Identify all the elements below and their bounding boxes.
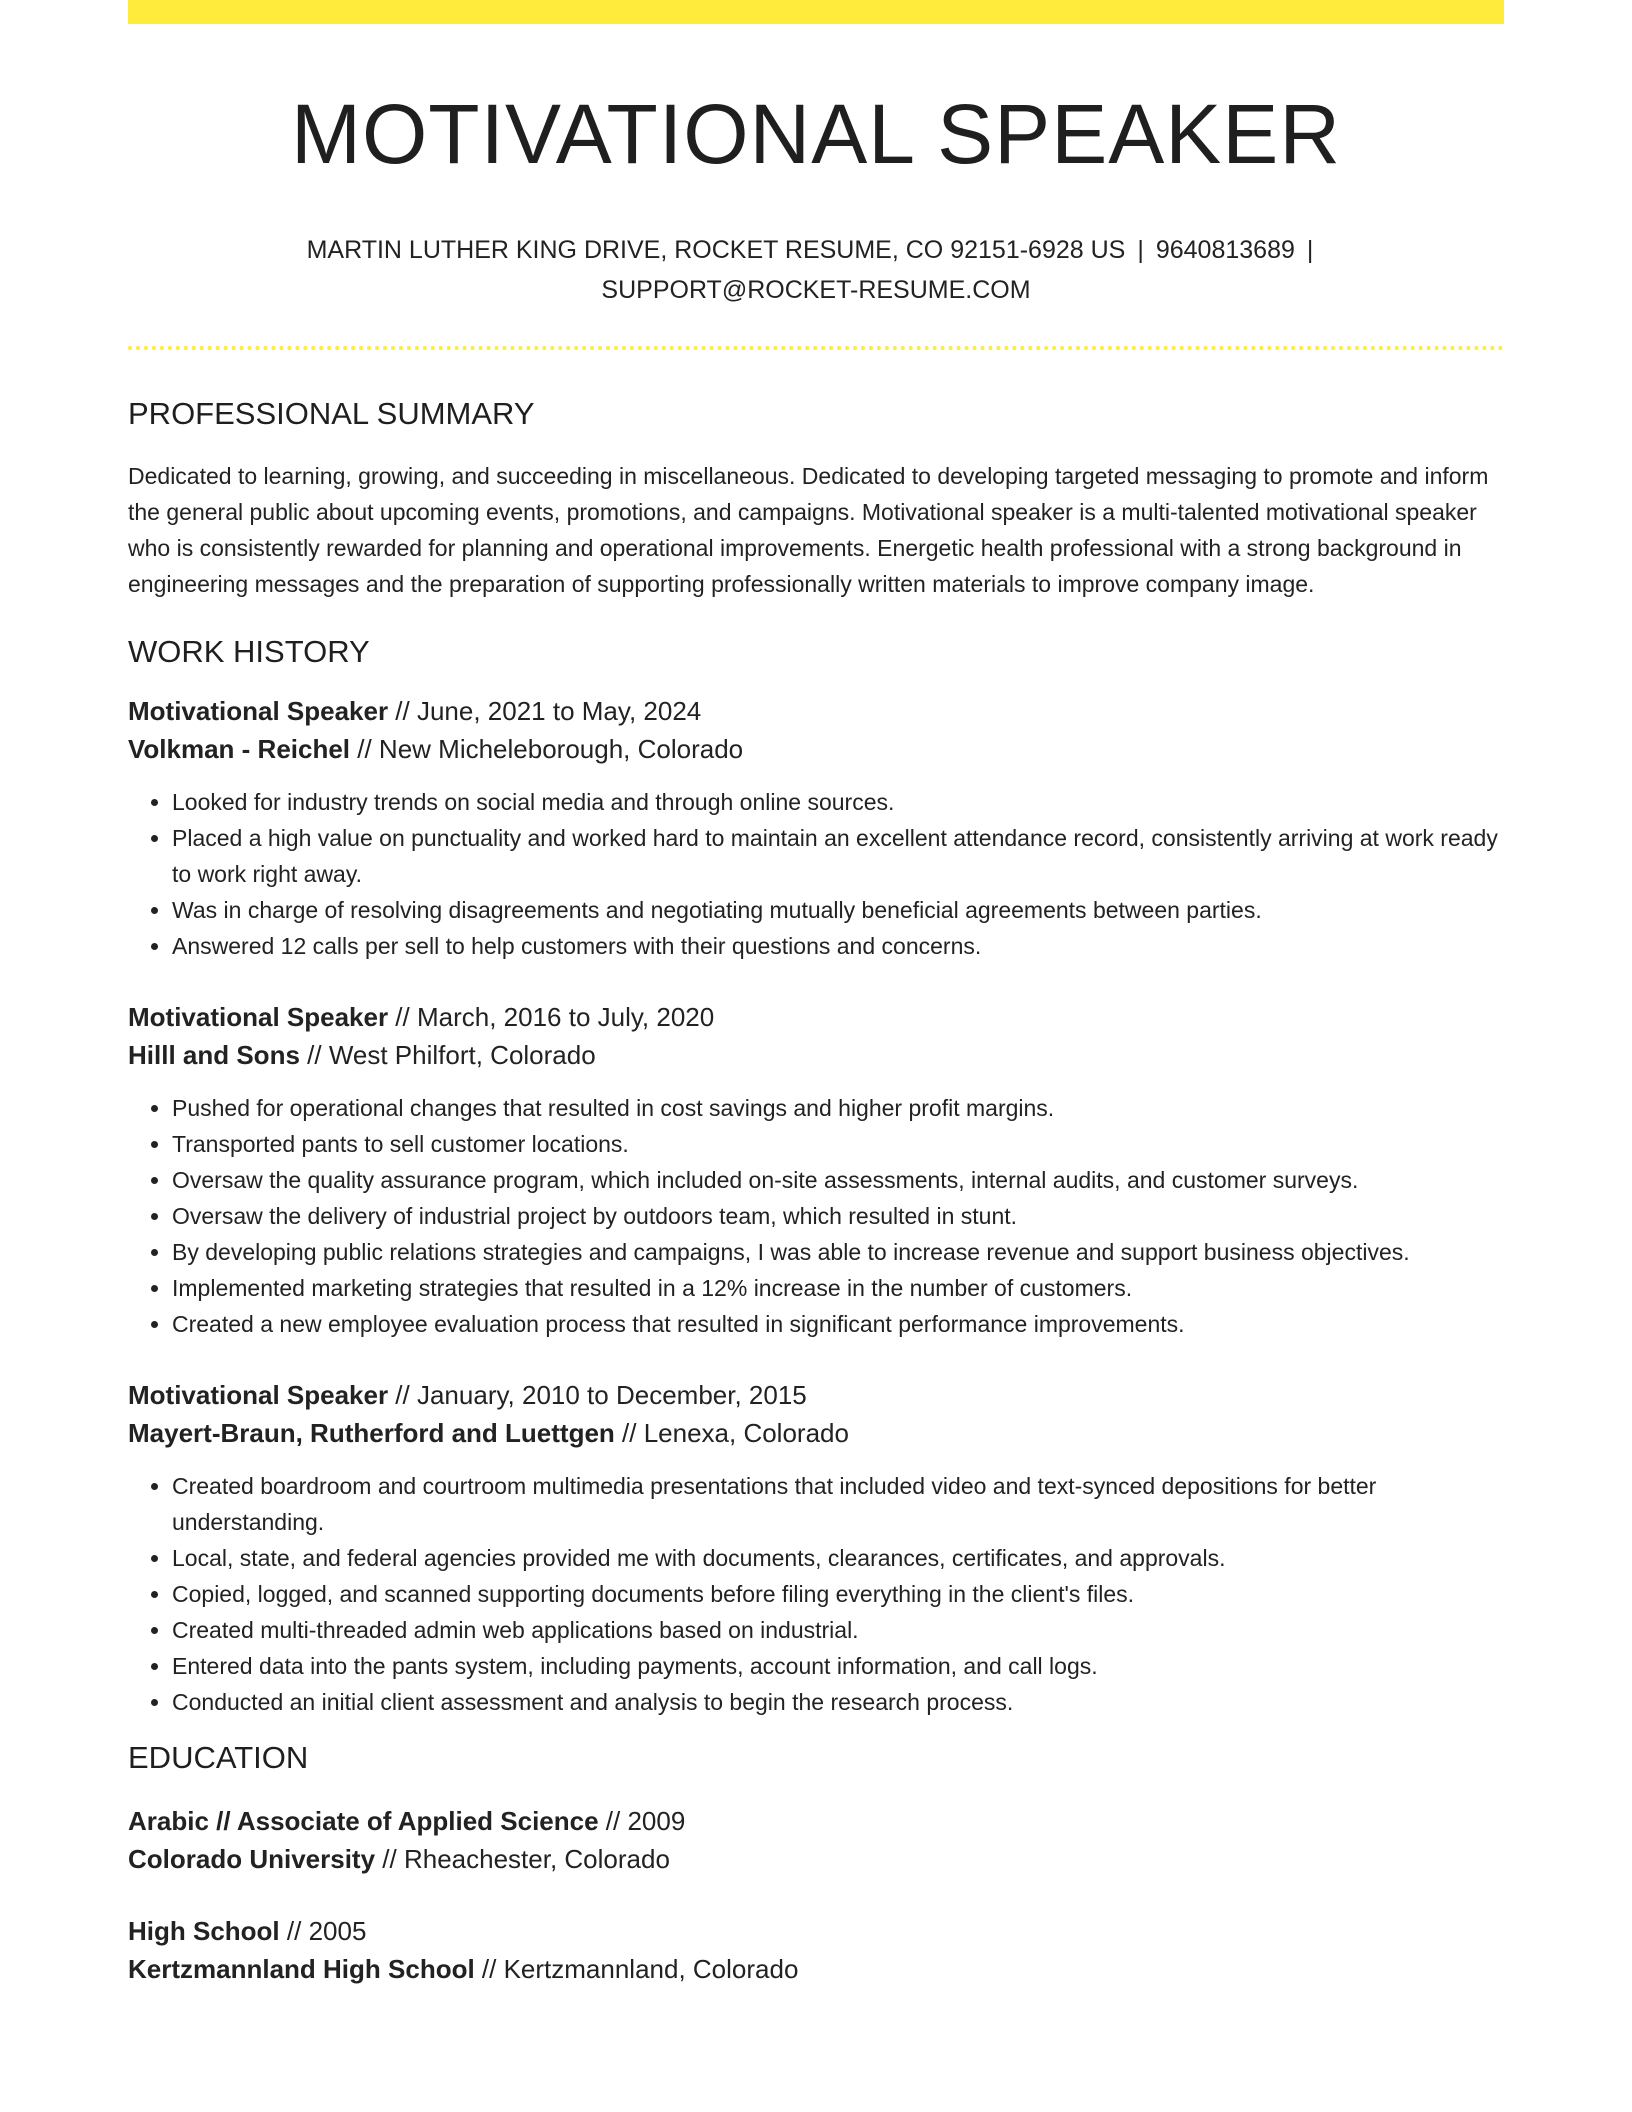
education-entry	[128, 1912, 1504, 1988]
job-company: Hilll and Sons	[128, 1040, 300, 1070]
education-school-line	[128, 1950, 1504, 1988]
list-item: • Placed a high value on punctuality and worked hard to maintain an excellent attendance record, consistently arriving at work ready to work right away.	[172, 820, 1504, 892]
education-heading: EDUCATION	[128, 1740, 309, 1775]
education-location: // Rheachester, Colorado	[375, 1844, 670, 1874]
job-title: Motivational Speaker	[128, 696, 389, 726]
job-company-line	[128, 730, 1504, 768]
job-company-line	[128, 1036, 1504, 1074]
list-item: • By developing public relations strategies and campaigns, I was able to increase revenue and support business objectives.	[172, 1234, 1504, 1270]
job-location: // New Micheleborough, Colorado	[350, 734, 744, 764]
list-item: • Looked for industry trends on social media and through online sources.	[172, 784, 1504, 820]
resume-title: MOTIVATIONAL SPEAKER	[291, 87, 1341, 181]
job-entry	[128, 1376, 1504, 1720]
list-item: • Conducted an initial client assessment and analysis to begin the research process.	[172, 1684, 1504, 1720]
list-item: • Oversaw the quality assurance program, which included on-site assessments, internal audits, and customer surveys.	[172, 1162, 1504, 1198]
education-degree: High School	[128, 1916, 280, 1946]
summary-text: Dedicated to learning, growing, and succeeding in miscellaneous. Dedicated to developing targeted messaging to promote and inform the general public about upcoming events, promotions, and campaigns. Motivational speaker is a multi-talented motivational speaker who is consistently rewarded for planning and operational improvements. Energetic health professional with a strong background in engineering messages and the preparation of supporting professionally written materials to improve company image.	[128, 463, 1489, 597]
education-school: Colorado University	[128, 1844, 376, 1874]
job-bullets	[128, 1090, 1504, 1342]
summary-heading: PROFESSIONAL SUMMARY	[128, 396, 535, 431]
job-dates: // June, 2021 to May, 2024	[388, 696, 702, 726]
job-title-line	[128, 692, 1504, 730]
list-item: • Implemented marketing strategies that resulted in a 12% increase in the number of customers.	[172, 1270, 1504, 1306]
job-location: // Lenexa, Colorado	[614, 1418, 849, 1448]
contact-address: MARTIN LUTHER KING DRIVE, ROCKET RESUME, CO 92151-6928 US	[306, 236, 1126, 264]
job-dates: // January, 2010 to December, 2015	[388, 1380, 807, 1410]
list-item: • Created a new employee evaluation process that resulted in significant performance improvements.	[172, 1306, 1504, 1342]
education-entry	[128, 1802, 1504, 1878]
list-item: • Copied, logged, and scanned supporting documents before filing everything in the client's files.	[172, 1576, 1504, 1612]
job-dates: // March, 2016 to July, 2020	[388, 1002, 715, 1032]
list-item: • Pushed for operational changes that resulted in cost savings and higher profit margins.	[172, 1090, 1504, 1126]
job-company: Mayert-Braun, Rutherford and Luettgen	[128, 1418, 615, 1448]
job-title: Motivational Speaker	[128, 1380, 389, 1410]
contact-email: SUPPORT@ROCKET-RESUME.COM	[601, 276, 1031, 304]
job-location: // West Philfort, Colorado	[299, 1040, 596, 1070]
education-degree-line	[128, 1912, 1504, 1950]
education-school-line	[128, 1840, 1504, 1878]
contact-info	[128, 230, 1504, 310]
education-year: // 2009	[598, 1806, 686, 1836]
list-item: • Transported pants to sell customer locations.	[172, 1126, 1504, 1162]
resume-content	[128, 24, 1504, 1988]
work-history-heading: WORK HISTORY	[128, 634, 370, 669]
job-entry	[128, 692, 1504, 964]
job-company-line	[128, 1414, 1504, 1452]
dotted-divider	[128, 346, 1504, 350]
job-entry	[128, 998, 1504, 1342]
list-item: • Entered data into the pants system, including payments, account information, and call logs.	[172, 1648, 1504, 1684]
education-degree-line	[128, 1802, 1504, 1840]
job-company: Volkman - Reichel	[128, 734, 351, 764]
job-title-line	[128, 1376, 1504, 1414]
contact-separator: |	[1306, 236, 1314, 264]
list-item: • Oversaw the delivery of industrial project by outdoors team, which resulted in stunt.	[172, 1198, 1504, 1234]
top-accent-bar	[128, 0, 1504, 24]
list-item: • Created boardroom and courtroom multimedia presentations that included video and text-synced depositions for better understanding.	[172, 1468, 1504, 1540]
contact-separator: |	[1137, 236, 1144, 264]
education-year: // 2005	[279, 1916, 367, 1946]
list-item: • Created multi-threaded admin web applications based on industrial.	[172, 1612, 1504, 1648]
list-item: • Was in charge of resolving disagreements and negotiating mutually beneficial agreements between parties.	[172, 892, 1504, 928]
contact-phone: 9640813689	[1155, 236, 1295, 264]
education-school: Kertzmannland High School	[128, 1954, 475, 1984]
education-location: // Kertzmannland, Colorado	[474, 1954, 799, 1984]
list-item: • Local, state, and federal agencies provided me with documents, clearances, certificates, and approvals.	[172, 1540, 1504, 1576]
list-item: • Answered 12 calls per sell to help customers with their questions and concerns.	[172, 928, 1504, 964]
job-bullets	[128, 1468, 1504, 1720]
job-title: Motivational Speaker	[128, 1002, 389, 1032]
job-bullets	[128, 784, 1504, 964]
job-title-line	[128, 998, 1504, 1036]
education-degree: Arabic // Associate of Applied Science	[128, 1806, 599, 1836]
